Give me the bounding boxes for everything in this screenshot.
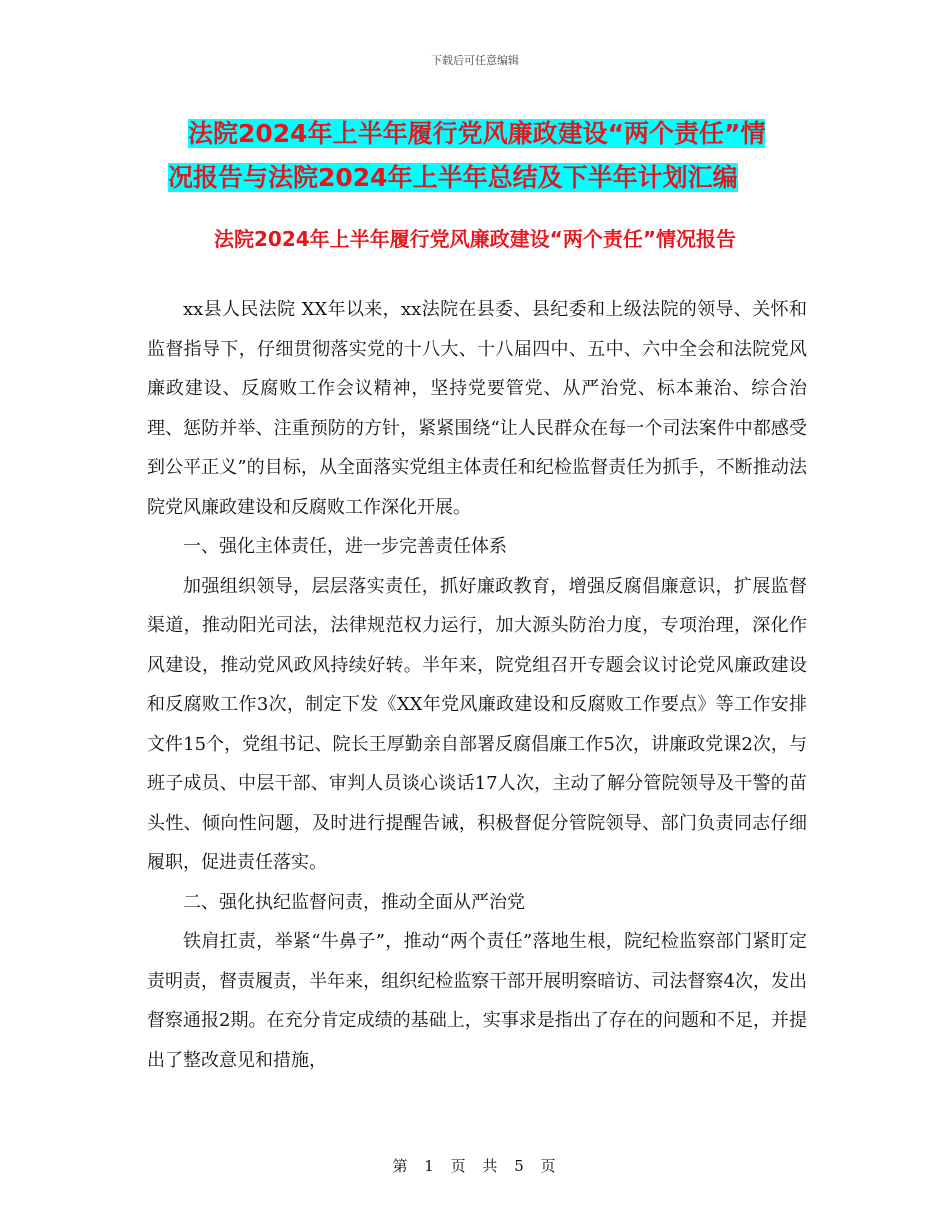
paragraph-section-1: 加强组织领导，层层落实责任，抓好廉政教育，增强反腐倡廉意识，扩展监督渠道，推动阳光司法，法律规范权力运行，加大源头防治力度，专项治理，深化作风建设，推动党风政风持续好转。半年来，院党组召开专题会议讨论党风廉政建设和反腐败工作3次，制定下发《XX年党风廉政建设和反腐败工作要点》等工作安排文件15个，党组书记、院长王厚勤亲自部署反腐倡廉工作5次，讲廉政党课2次，与班子成员、中层干部、审判人员谈心谈话17人次，主动了解分管院领导及干警的苗头性、倾向性问题，及时进行提醒告诫，积极督促分管院领导、部门负责同志仔细履职，促进责任落实。	[147, 575, 807, 873]
page-footer	[0, 1155, 950, 1176]
footer-page-number: 1	[424, 1157, 436, 1175]
footer-label-total: 共	[482, 1157, 500, 1175]
footer-label-page-unit: 页	[450, 1157, 468, 1175]
footer-label-total-unit: 页	[540, 1157, 558, 1175]
main-title	[168, 112, 828, 200]
paragraph-section-2: 铁肩扛责，举紧“牛鼻子”，推动“两个责任”落地生根，院纪检监察部门紧盯定责明责，督责履责，半年来，组织纪检监察干部开展明察暗访、司法督察4次，发出督察通报2期。在充分肯定成绩的基础上，实事求是指出了存在的问题和不足，并提出了整改意见和措施，	[147, 931, 807, 1071]
paragraph-intro: xx县人民法院 XX年以来，xx法院在县委、县纪委和上级法院的领导、关怀和监督指导下，仔细贯彻落实党的十八大、十八届四中、五中、六中全会和法院党风廉政建设、反腐败工作会议精神，坚持党要管党、从严治党、标本兼治、综合治理、惩防并举、注重预防的方针，紧紧围绕“让人民群众在每一个司法案件中都感受到公平正义”的目标，从全面落实党组主体责任和纪检监督责任为抓手，不断推动法院党风廉政建设和反腐败工作深化开展。	[147, 299, 807, 518]
main-title-line-1: 法院2024年上半年履行党风廉政建设“两个责任”情	[188, 119, 766, 148]
section-title: 法院2024年上半年履行党风廉政建设“两个责任”情况报告	[214, 227, 736, 251]
footer-total-pages: 5	[514, 1157, 526, 1175]
body-text	[147, 290, 807, 1080]
header-note: 下载后可任意编辑	[431, 54, 519, 67]
footer-label-page: 第	[392, 1157, 410, 1175]
heading-section-1: 一、强化主体责任，进一步完善责任体系	[183, 536, 507, 557]
heading-section-2: 二、强化执纪监督问责，推动全面从严治党	[183, 891, 525, 913]
main-title-line-2: 况报告与法院2024年上半年总结及下半年计划汇编	[168, 163, 738, 192]
